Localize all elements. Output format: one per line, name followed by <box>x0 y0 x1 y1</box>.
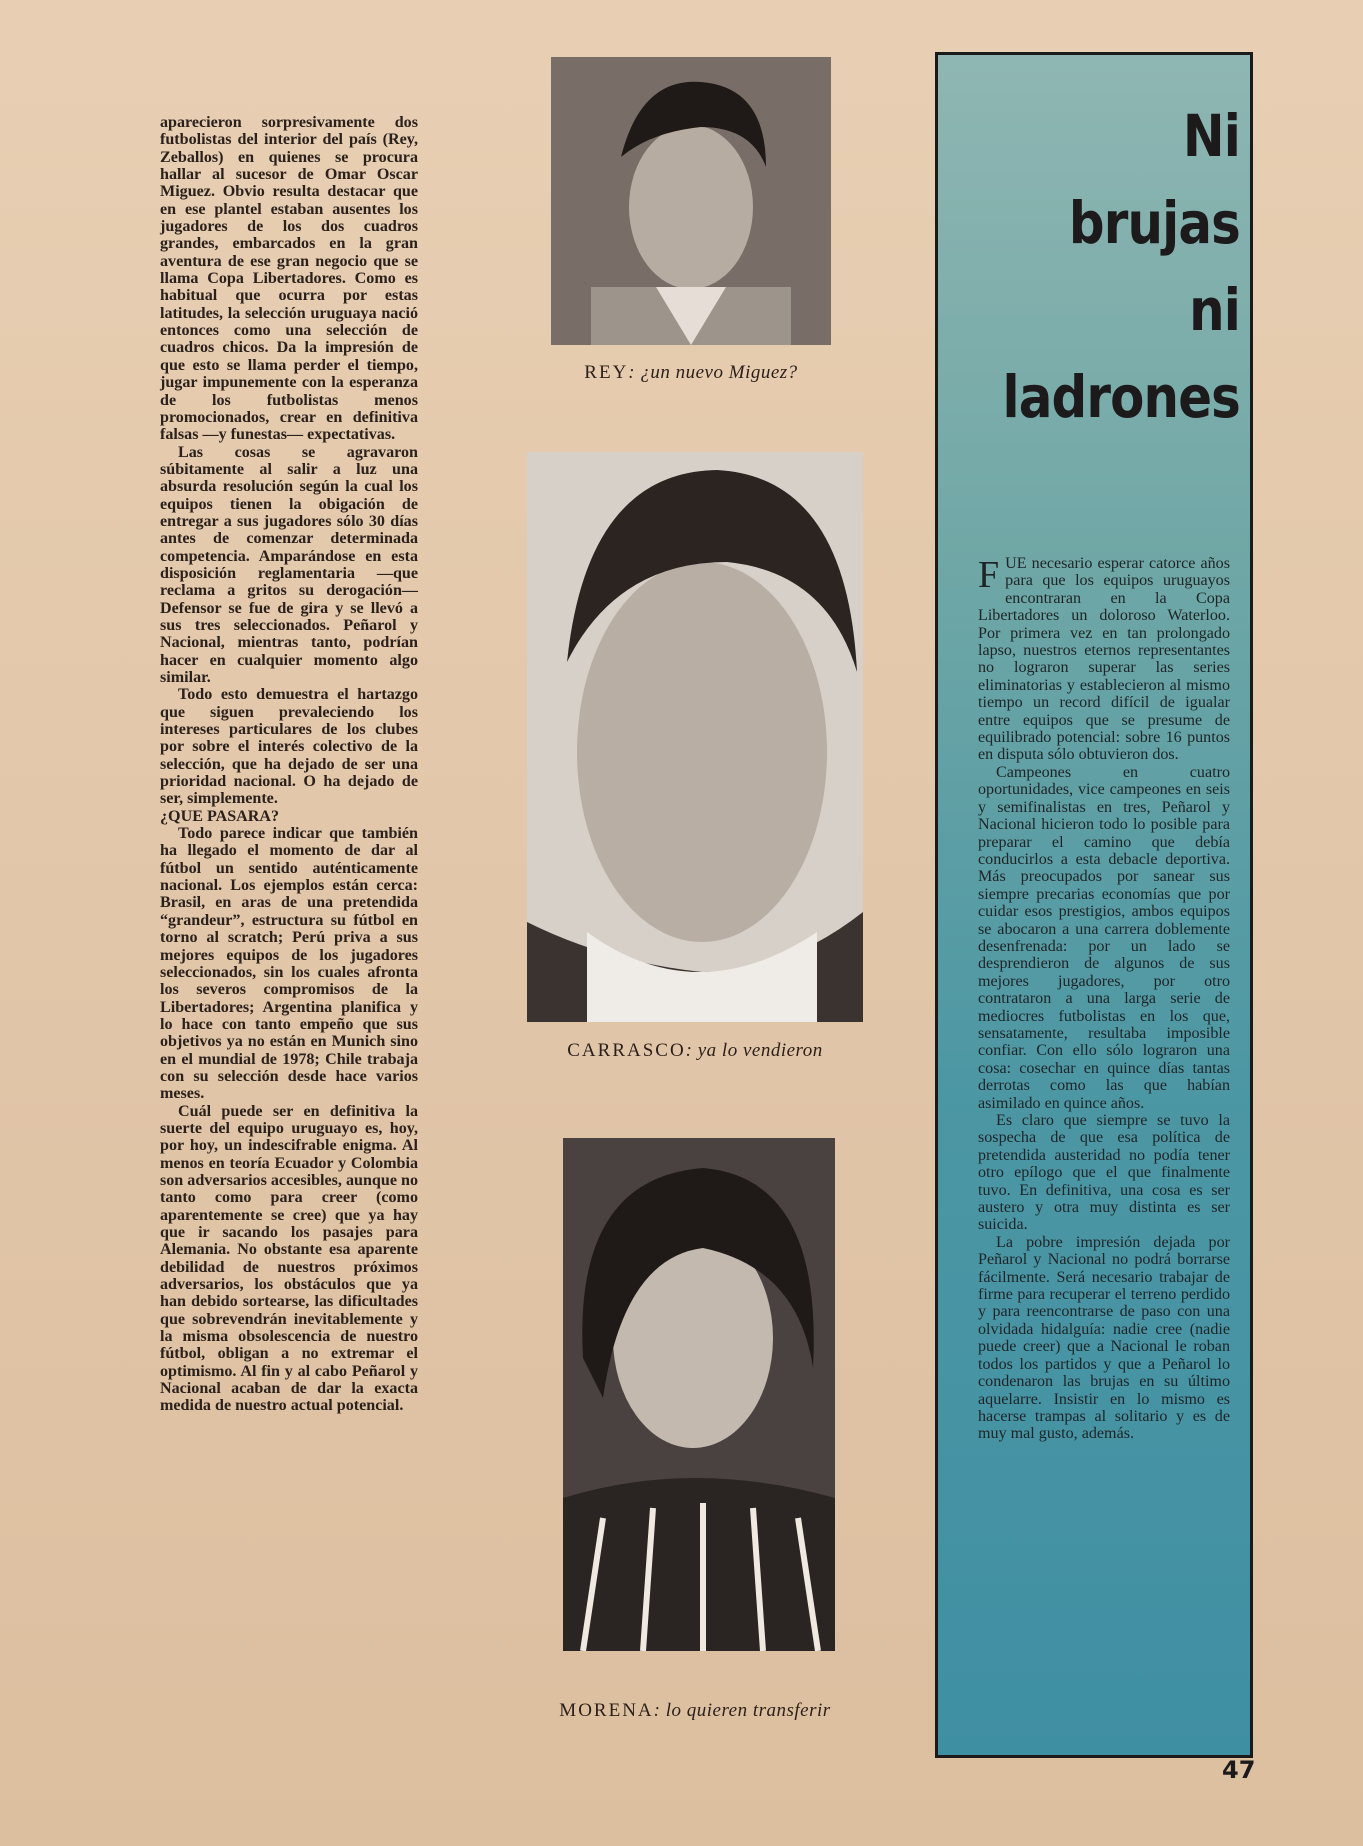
carrasco-caption-text: : ya lo vendieron <box>685 1040 823 1061</box>
headline-line-1: Ni <box>1182 102 1240 170</box>
morena-caption <box>520 1700 870 1722</box>
headline-line-4: ladrones <box>1002 363 1240 431</box>
carrasco-caption <box>527 1040 863 1062</box>
rey-caption-name: REY <box>584 362 629 383</box>
left-paragraph-2: Las cosas se agravaron súbitamente al salir a luz una absurda resolución según la cual los equipos tienen la obigación de entregar a sus jugadores sólo 30 días antes de comenzar determinada competencia. Amparándose en esta disposición reglamentaria —que reclama a gritos su derogación— Defensor se fue de gira y se llevó a sus tres seleccionados. Peñarol y Nacional, mientras tanto, podrían hacer en cualquier momento algo similar. <box>160 443 418 686</box>
left-text-column <box>160 114 418 1754</box>
rey-caption <box>551 362 831 384</box>
left-subheading: ¿QUE PASARA? <box>160 807 280 825</box>
morena-photo <box>563 1138 835 1651</box>
rey-caption-text: : ¿un nuevo Miguez? <box>628 362 798 383</box>
panel-paragraph-1 <box>978 555 1230 764</box>
morena-caption-name: MORENA <box>559 1700 654 1721</box>
panel-text <box>978 555 1230 1443</box>
headline-line-3: ni <box>1189 276 1240 344</box>
left-paragraph-3: Todo esto demuestra el hartazgo que siguen prevaleciendo los intereses particulares de los clubes por sobre el interés colectivo de la selección, que ha dejado de ser una prioridad nacional. O ha dejado de ser, simplemente. <box>160 686 418 808</box>
rey-photo <box>551 57 831 345</box>
left-paragraph-5: Cuál puede ser en definitiva la suerte del equipo uruguayo es, hoy, por hoy, un indescifrable enigma. Al menos en teoría Ecuador y Colombia son adversarios accesibles, aunque no tanto como para creer (como aparentemente se cree) que ya hay que ir sacando los pasajes para Alemania. No obstante esa aparente debilidad de nuestros próximos adversarios, los obstáculos que ya han debido sortearse, las dificultades que sobrevendrán inevitablemente y la misma obsolescencia de nuestro fútbol, obligan a no extremar el optimismo. Al fin y al cabo Peñarol y Nacional acaban de dar la exacta medida de nuestro actual potencial. <box>160 1102 418 1415</box>
panel-paragraph-2: Campeones en cuatro oportunidades, vice campeones en seis y semifinalistas en tres, Peñarol y Nacional hicieron todo lo posible para preparar el camino que debía conducirlos a esta debacle deportiva. Más preocupados por sanear sus siempre precarias economías que por cuidar esos prestigios, ambos equipos se abocaron a una carrera doblemente desenfrenada: por un lado se desprendieron de algunos de sus mejores jugadores, por otro contrataron a una larga serie de mediocres futbolistas en los que, sensatamente, resultaba imposible confiar. Con ello sólo lograron una cosa: cosechar en quince días tantas derrotas como las que habían asimilado en quince años. <box>978 763 1230 1112</box>
panel-paragraph-4: La pobre impresión dejada por Peñarol y Nacional no podrá borrarse fácilmente. Será necesario trabajar de firme para recuperar el terreno perdido y para reencontrarse de paso con una olvidada hidalguía: nadie cree (nadie puede creer) que a Nacional le roban todos los partidos y que a Peñarol lo condenaron las brujas en su último aquelarre. Insistir en lo mismo es hacerse trampas al solitario y es de muy mal gusto, además. <box>978 1233 1230 1443</box>
editorial-panel <box>935 52 1253 1758</box>
carrasco-caption-name: CARRASCO <box>567 1040 686 1061</box>
morena-caption-text: : lo quieren transferir <box>653 1700 831 1721</box>
page-number: 47 <box>1222 1756 1256 1784</box>
left-paragraph-1: aparecieron sorpresivamente dos futbolistas del interior del país (Rey, Zeballos) en quienes se procura hallar al sucesor de Omar Oscar Miguez. Obvio resulta destacar que en ese plantel estaban ausentes los jugadores de los dos cuadros grandes, embarcados en la gran aventura de ese gran negocio que se llama Copa Libertadores. Como es habitual que ocurra por estas latitudes, la selección uruguaya nació entonces como una selección de cuadros chicos. Da la impresión de que esto se llama perder el tiempo, jugar impunemente con la esperanza de los futbolistas menos promocionados, crear en definitiva falsas —y funestas— expectativas. <box>160 114 418 444</box>
carrasco-photo <box>527 452 863 1022</box>
left-paragraph-4: Todo parece indicar que también ha llegado el momento de dar al fútbol un sentido auténticamente nacional. Los ejemplos están cerca: Brasil, en aras de una pretendida “grandeur”, estructura su fútbol en torno al scratch; Perú priva a sus mejores equipos de los jugadores seleccionados, sin los cuales afronta los severos compromisos de la Libertadores; Argentina planifica y lo hace con tanto empeño que sus objetivos ya no están en Munich sino en el mundial de 1978; Chile trabaja con su selección desde hace varios meses. <box>160 825 418 1103</box>
panel-paragraph-3: Es claro que siempre se tuvo la sospecha de que esa política de pretendida austeridad no podía tener otro epílogo que el que finalmente tuvo. En definitiva, una cosa es ser austero y otra muy distinta es ser suicida. <box>978 1112 1230 1234</box>
panel-paragraph-1-text: UE necesario esperar catorce años para que los equipos uruguayos encontraran en la Copa Libertadores un doloroso Waterloo. Por primera vez en tan prolongado lapso, nuestros eternos representantes no lograron superar las series eliminatorias y establecieron al mismo tiempo un record difícil de igualar entre equipos que se presume de equilibrado potencial: sobre 16 puntos en disputa sólo obtuvieron dos. <box>978 555 1230 764</box>
headline <box>982 93 1240 441</box>
drop-cap: F <box>978 554 1000 596</box>
headline-line-2: brujas <box>1068 189 1240 257</box>
